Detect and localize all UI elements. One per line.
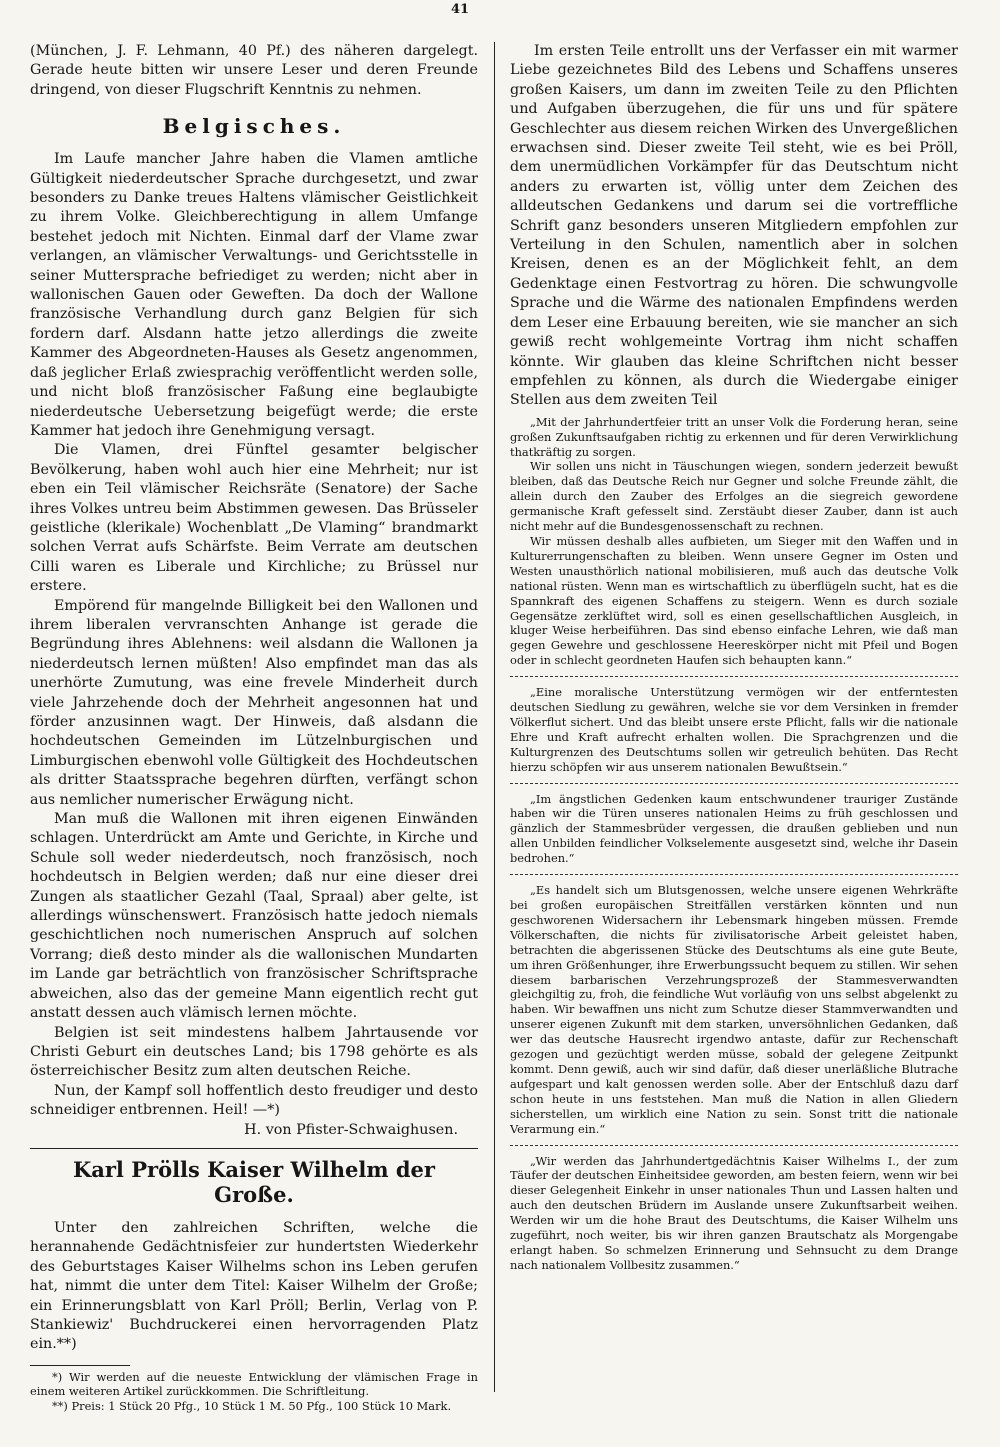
right-intro: Im ersten Teile entrollt uns der Verfasser ein mit warmer Liebe gezeichnetes Bild des Lebens und Schaffens unseres großen Kaisers, um dann im zweiten Teile zu den Pflichten und Aufgaben überzugehen, die für uns und für spätere Geschlechter aus diesem reichen Wirken des Unvergeßlichen erwachsen sind. Dieser zweite Teil steht, wie es bei Pröll, dem unermüdlichen Vorkämpfer für das Deutschtum nicht anders zu erwarten ist, völlig unter dem Zeichen des alldeutschen Gedankens und darum sei die vortreffliche Schrift ganz besonders unseren Mitgliedern empfohlen zur Verteilung in den Schulen, namentlich aber in solchen Kreisen, denen es an der Möglichkeit fehlt, an dem Gedenktage einen Festvortrag zu hören. Die schwungvolle Sprache und die Wärme des nationalen Empfindens werden dem Leser eine Erbauung bereiten, wie sie mancher an sich gewiß recht wohlgemeinte Vortrag ihm nicht schaffen könnte. Wir glauben das kleine Schriftchen nicht besser empfehlen zu können, als durch die Wiedergabe einiger Stellen aus dem zweiten Teil xyxy=(510,43,958,409)
quote-block-2 xyxy=(510,685,958,774)
left-intro-block xyxy=(30,42,478,100)
right-intro-block xyxy=(510,42,958,411)
footnote-rule xyxy=(30,1365,130,1366)
quote-block-1 xyxy=(510,415,958,668)
quote-separator-4 xyxy=(510,1145,958,1146)
quote-block-5 xyxy=(510,1154,958,1273)
page-number: 41 xyxy=(450,2,470,17)
belgisches-para-2: Die Vlamen, drei Fünftel gesamter belgischer Bevölkerung, haben wohl auch hier eine Mehrheit; nur ist eben ein Teil vlämischer Reichsräte (Senatore) der Sache ihres Volkes untreu beim Abstimmen gewesen. Das Brüsseler geistliche (klerikale) Wochenblatt „De Vlaming“ brandmarkt solchen Verrat aufs Schärfste. Beim Verrate am deutschen Cilli waren es Liberale und Kirchliche; zu Brüssel nur erstere. xyxy=(30,442,478,595)
section-rule xyxy=(30,1148,478,1149)
quote-block-4 xyxy=(510,883,958,1136)
quote5-para: „Wir werden das Jahrhundertgedächtnis Kaiser Wilhelms I., der zum Täufer der deutschen Einheitsidee geworden, am besten feiern, wenn wir bei dieser Gelegenheit Einkehr in unser nationales Thun und Lassen halten und auch den deutschen Brüdern im Auslande unsere Zukunftsarbeit weihen. Werden wir um die hohe Braut des Deutschtums, die Kaiser Wilhelm uns zugeführt, noch weiter, bis wir ihren ganzen Brautschatz als Morgengabe erlangt haben. So schmelzen Erinnerung und Sehnsucht zu dem Drange nach nationalem Vollbesitz zusammen.“ xyxy=(510,1153,958,1272)
footnote-2: **) Preis: 1 Stück 20 Pfg., 10 Stück 1 M. 50 Pfg., 100 Stück 10 Mark. xyxy=(52,1398,452,1413)
author-signature: H. von Pfister-Schwaighusen. xyxy=(244,1121,458,1138)
belgisches-para-5: Belgien ist seit mindestens halbem Jahrtausende vor Christi Geburt ein deutsches Land; bis 1798 gehörte es als österreichischer Besitz zum alten deutschen Reiche. xyxy=(30,1024,478,1080)
footnote-1: *) Wir werden auf die neueste Entwicklung der vlämischen Frage in einem weiteren Artikel zurückkommen. Die Schriftleitung. xyxy=(30,1369,478,1399)
belgisches-para-4: Man muß die Wallonen mit ihren eigenen Einwänden schlagen. Unterdrückt am Amte und Gerichte, in Kirche und Schule soll weder niederdeutsch, noch französisch, noch hochdeutsch in Belgien werden; daß nur eine dieser drei Zungen als staatlicher Gezahl (Taal, Spraal) aber gelte, ist allerdings wünschenswert. Französisch hatte jedoch niemals geschichtlichen noch numerischen Anspruch auf solchen Vorrang; dieß desto minder als die wallonischen Mundarten im Lande gar beträchtlich von französischer Schriftsprache abweichen, also das der gemeine Mann eigentlich recht gut anstatt dessen auch vlämisch lernen möchte. xyxy=(30,811,478,1022)
column-divider xyxy=(494,42,495,1392)
quote-block-3 xyxy=(510,792,958,867)
quote1-para-3: Wir müssen deshalb alles aufbieten, um Sieger mit den Waffen und in Kulturerrungenschaften zu bleiben. Wenn unsere Gegner im Osten und Westen unausthörlich national mobilisieren, muß auch das deutsche Volk national rüsten. Wenn man es wirtschaftlich zu überflügeln sucht, hat es die Spannkraft des eigenen Schaffens zu steigern. Wenn es durch soziale Gegensätze zerklüftet wird, soll es einen gesellschaftlichen Ausgleich, in kluger Weise herbeiführen. Das sind ebenso einfache Lehren, wie daß man gegen Gewehre und geschlossene Heereskörper nicht mit Pfeil und Bogen oder in schlecht geordneten Haufen sich behaupten kann.“ xyxy=(510,533,958,668)
quote-separator-3 xyxy=(510,874,958,875)
proell-article xyxy=(30,1219,478,1355)
belgisches-para-1: Im Laufe mancher Jahre haben die Vlamen amtliche Gültigkeit niederdeutscher Sprache durchgesetzt, und zwar besonders zu Danke treues Haltens vlämischer Geistlichkeit zu ihrem Volke. Gleichberechtigung in allem Umfange bestehet jedoch mit Nichten. Einmal darf der Vlame zwar verlangen, an vlämischer Verwaltungs- und Gerichtsstelle in seiner Muttersprache befriediget zu werden; nicht aber in wallonischen Gauen oder Geweften. Da doch der Wallone französische Verhandlung durch ganz Belgien für sich fordern darf. Alsdann hatte jetzo allerdings die zweite Kammer des Abgeordneten-Hauses als Gesetz angenommen, daß jeglicher Erlaß zwiesprachig veröffentlicht werden solle, und nicht bloß französischer Faßung eine beglaubigte niederdeutsche Uebersetzung beigefügt werde; die erste Kammer hat jedoch ihre Genehmigung versagt. xyxy=(30,151,478,439)
quote1-para-2: Wir sollen uns nicht in Täuschungen wiegen, sondern jederzeit bewußt bleiben, daß das Deutsche Reich nur Gegner und solche Freunde zählt, die allein durch den Zauber des Erfolges an die siegreich gewordene germanische Kraft gefesselt sind. Zerstäubt dieser Zauber, dann ist auch nicht mehr auf die Bundesgenossenschaft zu rechnen. xyxy=(510,459,958,534)
quote4-para: „Es handelt sich um Blutsgenossen, welche unsere eigenen Wehrkräfte bei großen europäischen Streitfällen verstärken könnten und nun geschworenen Widersachern ihr Lebensmark hingeben müssen. Fremde Völkerschaften, die nichts für zivilisatorische Arbeit geleistet haben, betrachten die abgerissenen Stücke des Deutschtums als eine gute Beute, um ihren Größenhunger, ihre Erwerbungssucht bequem zu stillen. Wir sehen diesem barbarischen Verzehrungsprozeß der Stammesverwandten gleichgiltig zu, froh, die feindliche Wut vorläufig von uns selbst abgelenkt zu haben. Wir bewaffnen uns nicht zum Schutze dieser Stammverwandten und unserer eigenen Zukunft mit dem starken, unversöhnlichen Gedanken, daß wer das deutsche Hausrecht irgendwo antaste, dafür zur Rechenschaft gezogen und gezüchtigt werden müsse, sobald der gelegene Zeitpunkt kommt. Denn gewiß, auch wir sind dafür, daß dieser unerläßliche Blutrache aufgespart und kalt genossen werden solle. Aber der Entschluß dazu darf schon heute in uns feststehen. Man muß die Nation in allen Gliedern sicherstellen, um wirklich eine Nation zu sein. Sonst tritt die nationale Verarmung ein.“ xyxy=(510,883,958,1136)
right-column xyxy=(510,42,958,1273)
quote1-para-1: „Mit der Jahrhundertfeier tritt an unser Volk die Forderung heran, seine großen Zukunftsaufgaben richtig zu erkennen und für deren Verwirklichung thatkräftig zu sorgen. xyxy=(510,414,958,459)
left-intro: (München, J. F. Lehmann, 40 Pf.) des näheren dargelegt. Gerade heute bitten wir unsere Leser und deren Freunde dringend, von dieser Flugschrift Kenntnis zu nehmen. xyxy=(30,43,478,98)
belgisches-para-6: Nun, der Kampf soll hoffentlich desto freudiger und desto schneidiger entbrennen. Heil! —*) xyxy=(30,1082,478,1119)
proell-para: Unter den zahlreichen Schriften, welche die herannahende Gedächtnisfeier zur hundertsten Wiederkehr des Geburtstages Kaiser Wilhelms schon ins Leben gerufen hat, nimmt die unter dem Titel: Kaiser Wilhelm der Große; ein Erinnerungsblatt von Karl Pröll; Berlin, Verlag von P. Stankiewiz' Buchdruckerei einen hervorragenden Platz ein.**) xyxy=(30,1219,478,1353)
heading-proell: Karl Prölls Kaiser Wilhelm der Große. xyxy=(73,1156,435,1207)
quote-separator-2 xyxy=(510,783,958,784)
quote2-para: „Eine moralische Unterstützung vermögen wir der entferntesten deutschen Siedlung zu gewähren, welche sie vor dem Versinken in fremder Völkerflut sichert. Und das bleibt unsere erste Pflicht, falls wir die nationale Ehre und Kraft aufrecht erhalten wollen. Die Sprachgrenzen und die Kulturgrenzen des Deutschtums sollen wir getreulich behüten. Das Recht hierzu schöpfen wir aus unserem nationalen Bewußtsein.“ xyxy=(510,685,958,774)
belgisches-article xyxy=(30,150,478,1120)
heading-belgisches: Belgisches. xyxy=(162,114,346,139)
belgisches-para-3: Empörend für mangelnde Billigkeit bei den Wallonen und ihrem liberalen vervranschten Anhange ist gerade die Begründung ihres Ablehnens: weil alsdann die Wallonen ja niederdeutsch lernen müßten! Also empfindet man das als unerhörte Zumutung, was eine frevele Minderheit durch viele Jahrzehende doch der Mehrheit angesonnen hat und förder anzusinnen wagt. Der Hinweis, daß alsdann die hochdeutschen Gemeinden im Lützelnburgischen und Limburgischen ebenwohl volle Gültigkeit des Hochdeutschen als dritter Staatssprache begehren dürften, verfängt schon aus nemlicher numerischer Erwägung nicht. xyxy=(30,597,478,808)
left-column xyxy=(30,42,478,1414)
quote3-para: „Im ängstlichen Gedenken kaum entschwundener trauriger Zustände haben wir die Türen unseres nationalen Heims zu früh geschlossen und gänzlich der Stammesbrüder vergessen, die draußen geblieben und nun allen Unbilden feindlicher Volkselemente ausgesetzt sind, welche ihr Dasein bedrohen.“ xyxy=(510,791,958,866)
footnotes xyxy=(30,1370,478,1414)
quote-separator-1 xyxy=(510,676,958,677)
